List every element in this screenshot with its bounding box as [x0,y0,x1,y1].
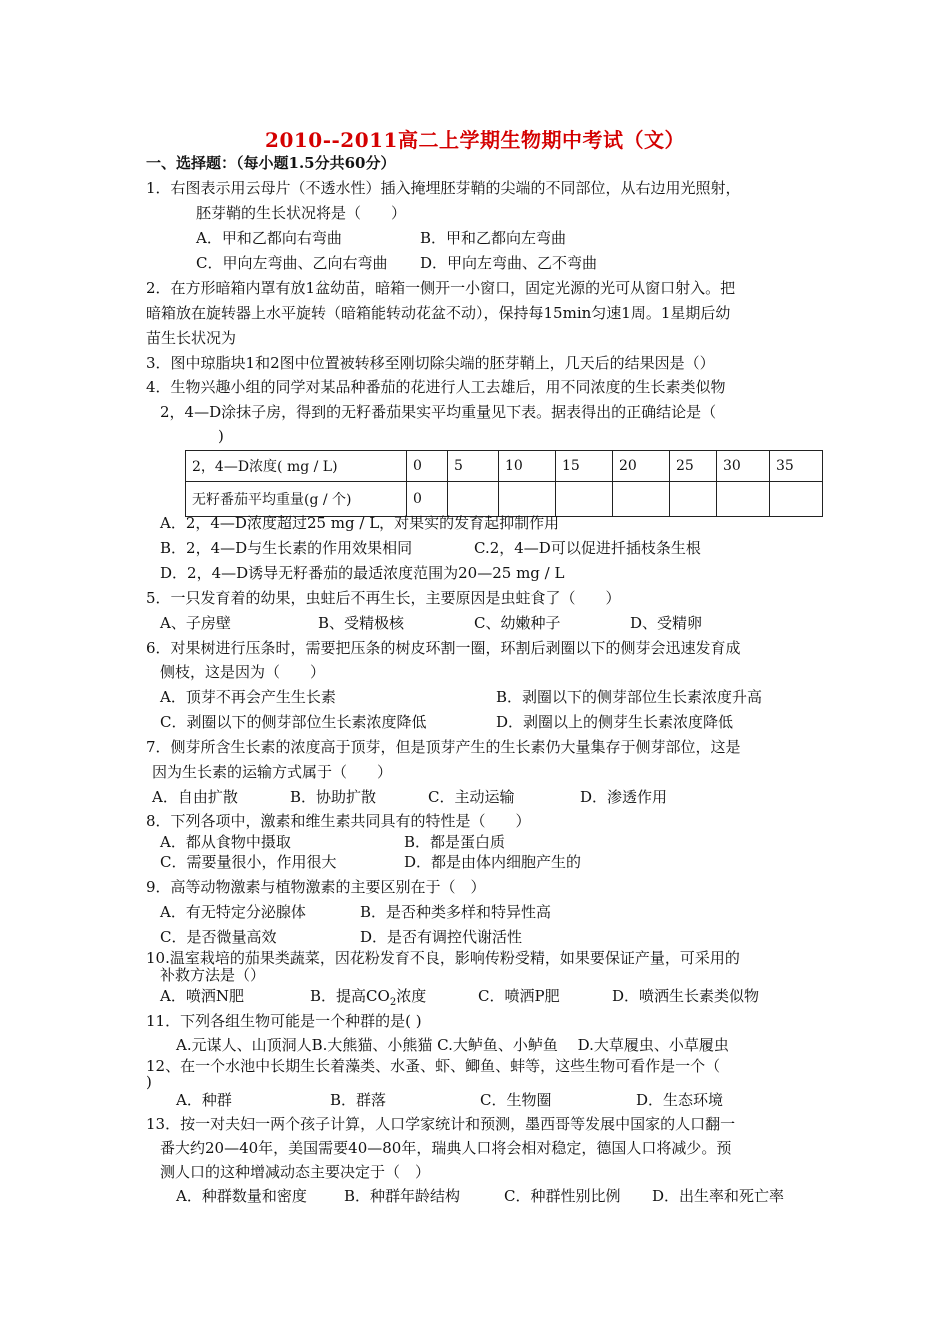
q2-line1: 2．在方形暗箱内罩有放1盆幼苗，暗箱一侧开一小窗口，固定光源的光可从窗口射入。把 [146,279,736,297]
q12-option-b: B．群落 [330,1091,387,1109]
q6-line2: 侧枝，这是因为（ ） [160,663,326,681]
q13-option-a: A．种群数量和密度 [176,1187,307,1205]
q10-option-b-suffix: 浓度 [396,987,427,1005]
q10-option-d: D．喷洒生长素类似物 [612,987,760,1005]
document-title: 2010--2011高二上学期生物期中考试（文） [265,128,685,152]
q7-option-b: B．协助扩散 [290,788,377,806]
q6-option-c: C．剥圈以下的侧芽部位生长素浓度降低 [160,713,427,731]
table-cell: 15 [556,451,613,482]
q8-stem: 8．下列各项中，激素和维生素共同具有的特性是（ ） [146,812,531,830]
table-row-label: 2，4—D浓度( mg / L) [186,451,407,482]
q13-line2: 番大约20—40年，美国需要40—80年，瑞典人口将会相对稳定，德国人口将减少。预 [160,1139,732,1157]
q7-option-d: D．渗透作用 [580,788,668,806]
q2-line3: 苗生长状况为 [146,329,237,347]
table-cell [613,482,670,517]
q12-option-a: A．种群 [176,1091,232,1109]
table-cell: 0 [407,482,448,517]
q11-stem: 11．下列各组生物可能是一个种群的是( ) [146,1012,422,1030]
q6-option-b: B．剥圈以下的侧芽部位生长素浓度升高 [496,688,763,706]
q1-option-d: D．甲向左弯曲、乙不弯曲 [420,254,598,272]
q10-line2: 补救方法是（） [160,966,266,984]
q10-option-b-subscript: 2 [389,997,397,1008]
q8-option-b: B．都是蛋白质 [404,833,506,851]
q6-line1: 6．对果树进行压条时，需要把压条的树皮环割一圈，环割后剥圈以下的侧芽会迅速发育成 [146,639,741,657]
q1-option-a: A．甲和乙都向右弯曲 [196,229,342,247]
q9-option-b: B．是否种类多样和特异性高 [360,903,552,921]
q9-option-a: A．有无特定分泌腺体 [160,903,306,921]
q10-option-b [310,986,426,1013]
q13-line3: 测人口的这种增减动态主要决定于（ ） [160,1163,431,1181]
q10-line1: 10.温室栽培的茄果类蔬菜，因花粉发育不良，影响传粉受精，如果要保证产量，可采用的 [146,949,740,967]
q6-option-a: A．顶芽不再会产生生长素 [160,688,336,706]
q4-line1: 4．生物兴趣小组的同学对某品种番茄的花进行人工去雄后，用不同浓度的生长素类似物 [146,378,726,396]
q5-option-b: B、受精极核 [318,614,405,632]
q4-option-a: A．2，4—D浓度超过25 mg / L，对果实的发育起抑制作用 [160,514,560,532]
q13-option-d: D．出生率和死亡率 [652,1187,785,1205]
q12-line1: 12、在一个水池中长期生长着藻类、水蚤、虾、鲫鱼、蚌等，这些生物可看作是一个（ [146,1057,721,1075]
q8-option-a: A．都从食物中摄取 [160,833,291,851]
q7-line1: 7．侧芽所含生长素的浓度高于顶芽，但是顶芽产生的生长素仍大量集存于侧芽部位，这是 [146,738,741,756]
section-heading: 一、选择题：（每小题1.5分共60分） [146,154,396,172]
q9-option-c: C．是否微量高效 [160,928,277,946]
q2-line2: 暗箱放在旋转器上水平旋转（暗箱能转动花盆不动），保持每15min匀速1周。1星期后幼 [146,304,731,322]
q12-option-d: D．生态环境 [636,1091,724,1109]
table-cell [448,482,499,517]
q7-option-c: C．主动运输 [428,788,515,806]
q9-stem: 9．高等动物激素与植物激素的主要区别在于（ ） [146,878,486,896]
table-cell [556,482,613,517]
q9-option-d: D．是否有调控代谢活性 [360,928,523,946]
table-row-label: 无籽番茄平均重量(g / 个) [186,482,407,517]
q11-options: A.元谋人、山顶洞人B.大熊猫、小熊猫 C.大鲈鱼、小鲈鱼 D.大草履虫、小草履虫 [176,1036,729,1054]
q13-option-b: B．种群年龄结构 [344,1187,461,1205]
q4-option-d: D．2，4—D诱导无籽番茄的最适浓度范围为20—25 mg / L [160,564,565,582]
q10-option-c: C．喷洒P肥 [478,987,560,1005]
q1-stem-line1: 1．右图表示用云母片（不透水性）插入掩埋胚芽鞘的尖端的不同部位，从右边用光照射， [146,179,741,197]
q1-option-b: B．甲和乙都向左弯曲 [420,229,567,247]
table-cell: 30 [717,451,770,482]
table-cell [770,482,823,517]
q13-line1: 13．按一对夫妇一两个孩子计算，人口学家统计和预测，墨西哥等发展中国家的人口翻一 [146,1115,736,1133]
q10-option-a: A．喷洒N肥 [160,987,244,1005]
q12-line2: ) [146,1073,152,1091]
q4-option-c: C.2，4—D可以促进扦插枝条生根 [474,539,701,557]
q4-data-table [185,450,823,517]
q5-stem: 5．一只发育着的幼果，虫蛀后不再生长，主要原因是虫蛀食了（ ） [146,589,621,607]
table-cell [717,482,770,517]
q7-option-a: A．自由扩散 [152,788,238,806]
q4-option-b: B．2，4—D与生长素的作用效果相同 [160,539,413,557]
q5-option-a: A、子房壁 [160,614,231,632]
table-cell: 5 [448,451,499,482]
q1-option-c: C．甲向左弯曲、乙向右弯曲 [196,254,388,272]
q4-line2: 2，4—D涂抹子房，得到的无籽番茄果实平均重量见下表。据表得出的正确结论是（ [160,403,717,421]
q4-line3: ) [218,427,224,445]
q12-option-c: C．生物圈 [480,1091,552,1109]
q8-option-c: C．需要量很小，作用很大 [160,853,337,871]
table-row [186,482,823,517]
table-cell: 25 [670,451,717,482]
q7-line2: 因为生长素的运输方式属于（ ） [152,763,393,781]
table-cell: 10 [499,451,556,482]
q1-stem-line2: 胚芽鞘的生长状况将是（ ） [196,204,407,222]
table-cell: 0 [407,451,448,482]
q5-option-d: D、受精卵 [630,614,703,632]
q3-line: 3．图中琼脂块1和2图中位置被转移至刚切除尖端的胚芽鞘上，几天后的结果因是（） [146,354,715,372]
q6-option-d: D．剥圈以上的侧芽生长素浓度降低 [496,713,734,731]
q10-option-b-text: B．提高CO [310,987,390,1005]
table-cell: 20 [613,451,670,482]
q8-option-d: D．都是由体内细胞产生的 [404,853,582,871]
table-cell [499,482,556,517]
q13-option-c: C．种群性别比例 [504,1187,621,1205]
table-row [186,451,823,482]
table-cell [670,482,717,517]
table-cell: 35 [770,451,823,482]
q5-option-c: C、幼嫩种子 [474,614,561,632]
